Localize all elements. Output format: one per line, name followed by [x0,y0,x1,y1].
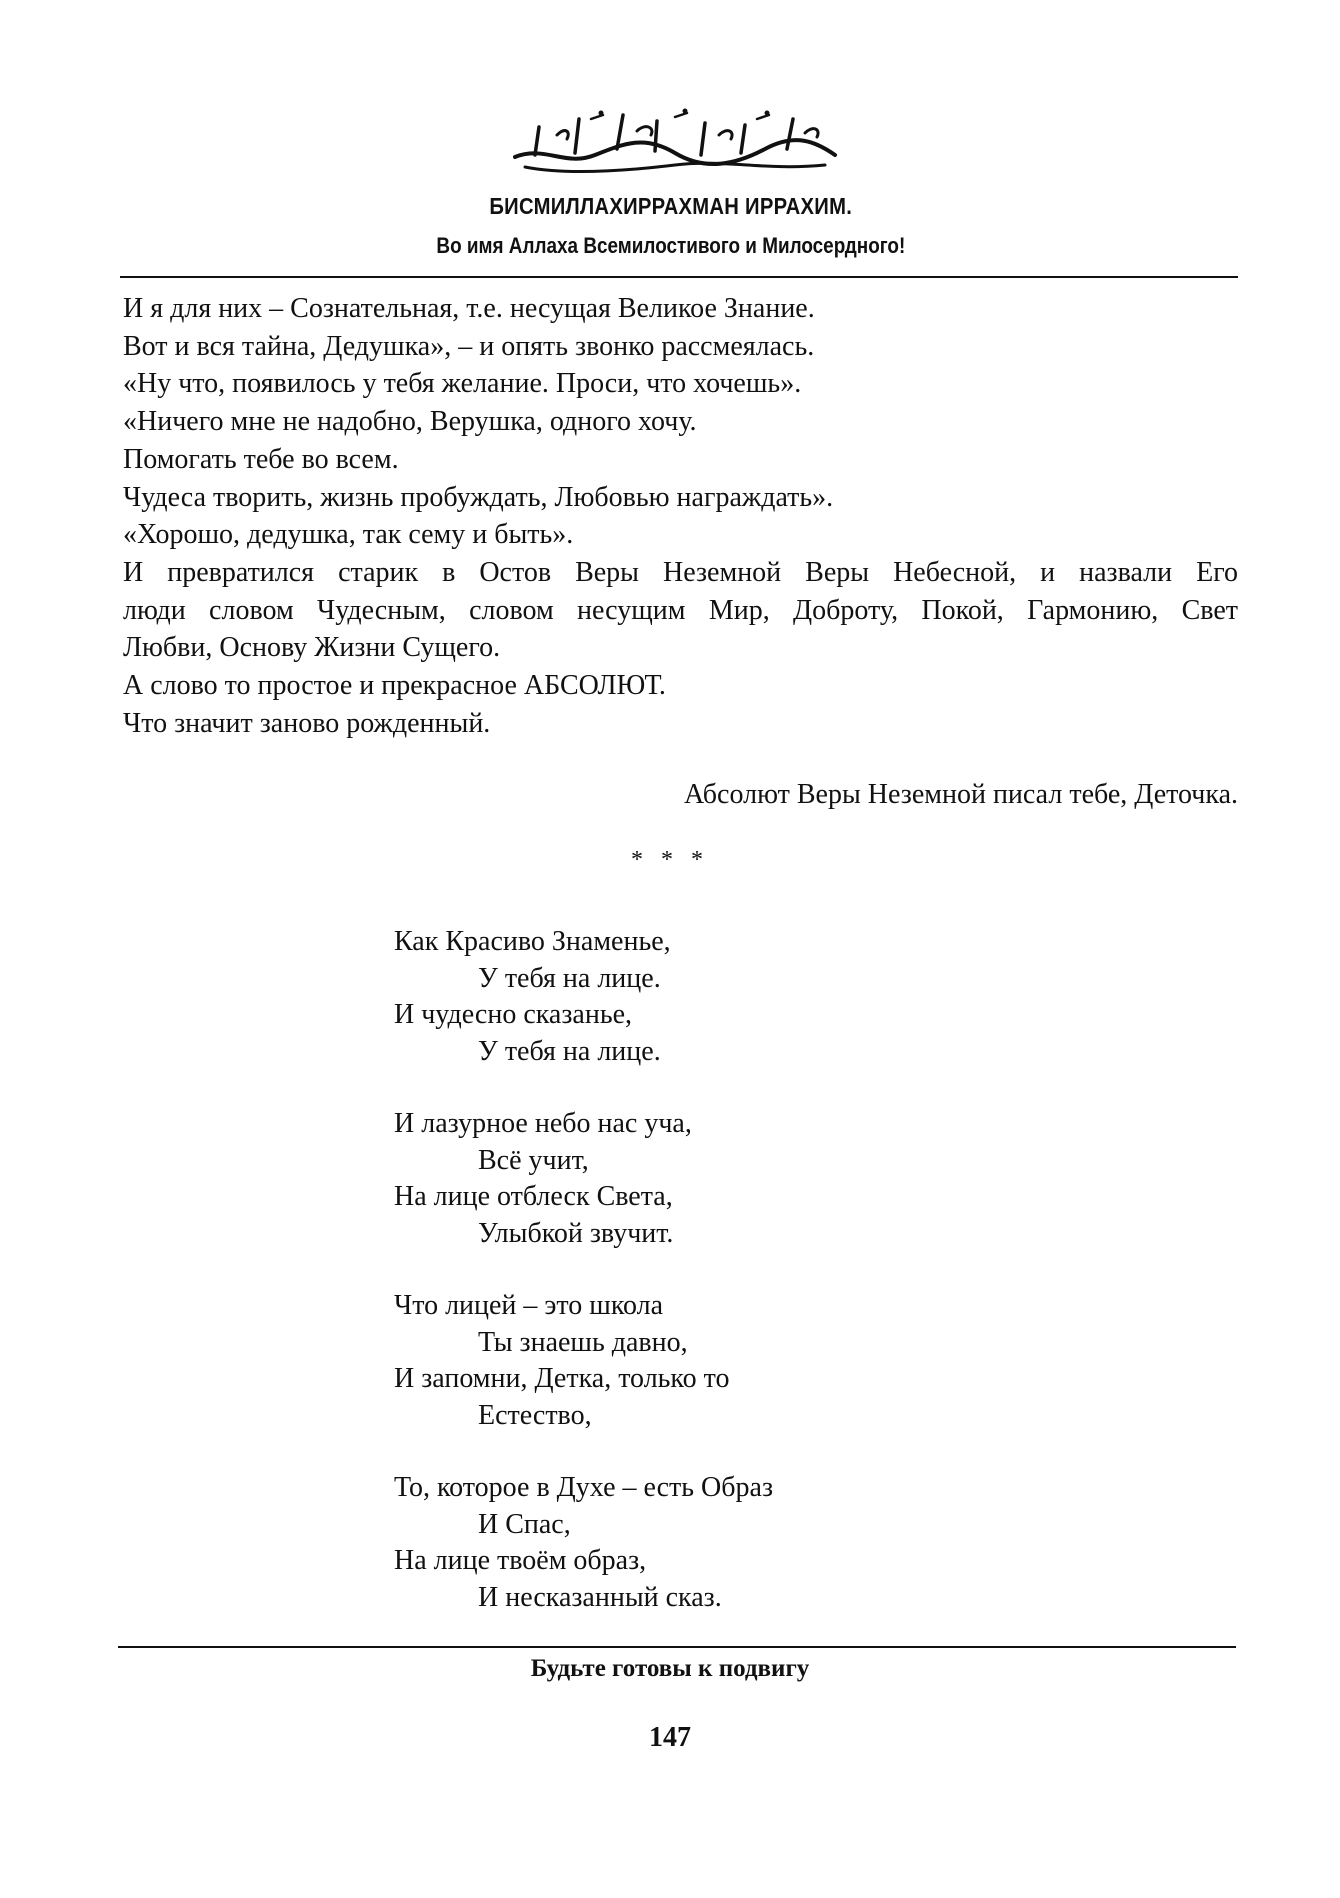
prose-line: Что значит заново рожденный. [123,707,491,739]
poem-stanza [394,1288,773,1434]
bismillah-calligraphy [505,105,845,177]
poem-line: Естество, [478,1399,592,1431]
poem [394,924,773,1652]
poem-stanza [394,1470,773,1616]
poem-line: На лице отблеск Света, [394,1181,673,1212]
footer-divider [118,1646,1236,1648]
prose-block [123,290,1238,742]
poem-line: То, которое в Духе – есть Образ [394,1472,774,1503]
page-number: 147 [649,1722,691,1753]
prose-line: И я для них – Сознательная, т.е. несущая Великое Знание. [123,293,815,324]
poem-line: И несказанный сказ. [478,1581,722,1613]
poem-line: Как Красиво Знаменье, [394,926,671,957]
poem-line: На лице твоём образ, [394,1545,647,1576]
poem-line: И запомни, Детка, только то [394,1363,730,1394]
prose-line: «Ничего мне не надобно, Верушка, одного хочу. [123,406,697,438]
signature-line: Абсолют Веры Неземной писал тебе, Деточка. [684,779,1238,810]
poem-line: Всё учит, [478,1144,589,1176]
header-divider [120,276,1238,278]
prose-line: И превратился старик в Остов Веры Неземной Веры Небесной, и назвали Его [123,556,1238,588]
header-title: БИСМИЛЛАХИРРАХМАН ИРРАХИМ. [489,193,853,219]
poem-line: И чудесно сказанье, [394,999,633,1030]
prose-line: Любви, Основу Жизни Сущего. [123,632,501,664]
prose-line: «Хорошо, дедушка, так сему и быть». [123,519,574,551]
section-separator: * * * [631,847,709,873]
poem-line: Что лицей – это школа [394,1290,664,1321]
poem-line: И Спас, [478,1508,571,1540]
header-subtitle: Во имя Аллаха Всемилостивого и Милосердного! [436,233,906,258]
running-footer-title: Будьте готовы к подвигу [530,1655,810,1682]
poem-stanza [394,1106,773,1252]
prose-line: «Ну что, появилось у тебя желание. Проси, что хочешь». [123,368,802,400]
poem-line: И лазурное небо нас уча, [394,1108,692,1139]
poem-line: У тебя на лице. [478,1035,661,1067]
prose-line: Вот и вся тайна, Дедушка», – и опять звонко рассмеялась. [123,330,815,362]
poem-stanza [394,924,773,1070]
prose-line: Помогать тебе во всем. [123,443,399,475]
prose-line: Чудеса творить, жизнь пробуждать, Любовью награждать». [123,481,834,513]
poem-line: Улыбкой звучит. [478,1217,674,1249]
poem-line: Ты знаешь давно, [478,1326,688,1358]
prose-line: люди словом Чудесным, словом несущим Мир, Доброту, Покой, Гармонию, Свет [123,594,1238,626]
poem-line: У тебя на лице. [478,962,661,994]
prose-line: А слово то простое и прекрасное АБСОЛЮТ. [123,670,666,702]
